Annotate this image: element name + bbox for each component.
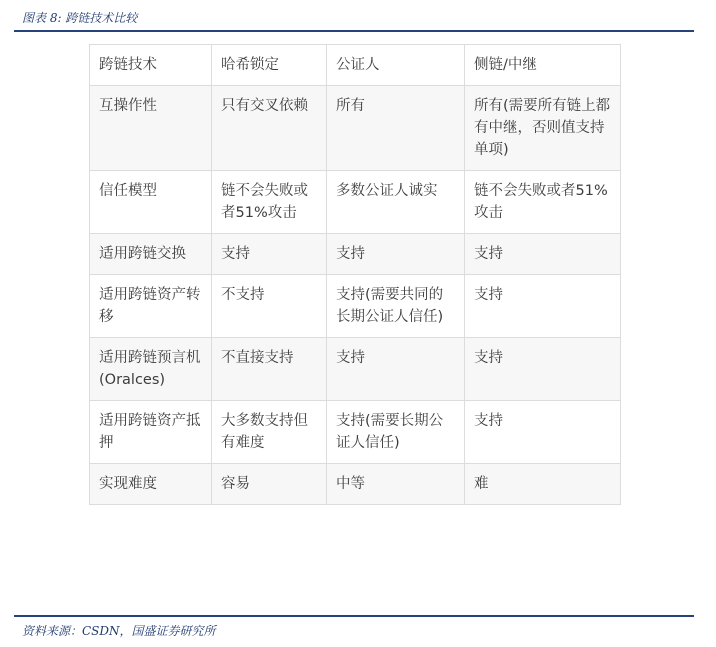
row-label: 适用跨链预言机(Oralces) xyxy=(90,338,212,401)
table-cell: 支持 xyxy=(327,338,465,401)
table-cell: 大多数支持但有难度 xyxy=(212,401,327,464)
row-label: 适用跨链资产抵押 xyxy=(90,401,212,464)
table-cell: 中等 xyxy=(327,464,465,505)
cross-chain-comparison-table xyxy=(89,44,621,505)
header-cell-technology: 跨链技术 xyxy=(90,45,212,86)
header-cell-sidechain-relay: 侧链/中继 xyxy=(465,45,621,86)
table-cell: 支持(需要共同的长期公证人信任) xyxy=(327,275,465,338)
table-row xyxy=(90,86,621,171)
table-cell: 链不会失败或者51%攻击 xyxy=(212,171,327,234)
table-cell: 不直接支持 xyxy=(212,338,327,401)
row-label: 适用跨链交换 xyxy=(90,234,212,275)
table-row xyxy=(90,275,621,338)
figure-caption: 图表 8: 跨链技术比较 xyxy=(22,11,138,25)
table-cell: 支持 xyxy=(212,234,327,275)
row-label: 互操作性 xyxy=(90,86,212,171)
table-cell: 支持 xyxy=(465,401,621,464)
header-cell-notary: 公证人 xyxy=(327,45,465,86)
header-cell-hash-lock: 哈希锁定 xyxy=(212,45,327,86)
table-cell: 支持 xyxy=(327,234,465,275)
table-cell: 容易 xyxy=(212,464,327,505)
table-cell: 支持 xyxy=(465,338,621,401)
table-header-row xyxy=(90,45,621,86)
table-cell: 支持(需要长期公证人信任) xyxy=(327,401,465,464)
table-cell: 不支持 xyxy=(212,275,327,338)
table-row xyxy=(90,338,621,401)
table-row xyxy=(90,171,621,234)
table-cell: 多数公证人诚实 xyxy=(327,171,465,234)
row-label: 信任模型 xyxy=(90,171,212,234)
table-cell: 只有交叉依赖 xyxy=(212,86,327,171)
row-label: 适用跨链资产转移 xyxy=(90,275,212,338)
source-note: 资料来源：CSDN，国盛证券研究所 xyxy=(22,624,216,638)
table-row xyxy=(90,234,621,275)
table-cell: 难 xyxy=(465,464,621,505)
table-cell: 所有 xyxy=(327,86,465,171)
table-row xyxy=(90,464,621,505)
table-cell: 所有(需要所有链上都有中继，否则值支持单项) xyxy=(465,86,621,171)
caption-divider xyxy=(14,30,694,32)
table-cell: 支持 xyxy=(465,234,621,275)
source-divider xyxy=(14,615,694,617)
table-cell: 支持 xyxy=(465,275,621,338)
table-row xyxy=(90,401,621,464)
table-cell: 链不会失败或者51%攻击 xyxy=(465,171,621,234)
row-label: 实现难度 xyxy=(90,464,212,505)
